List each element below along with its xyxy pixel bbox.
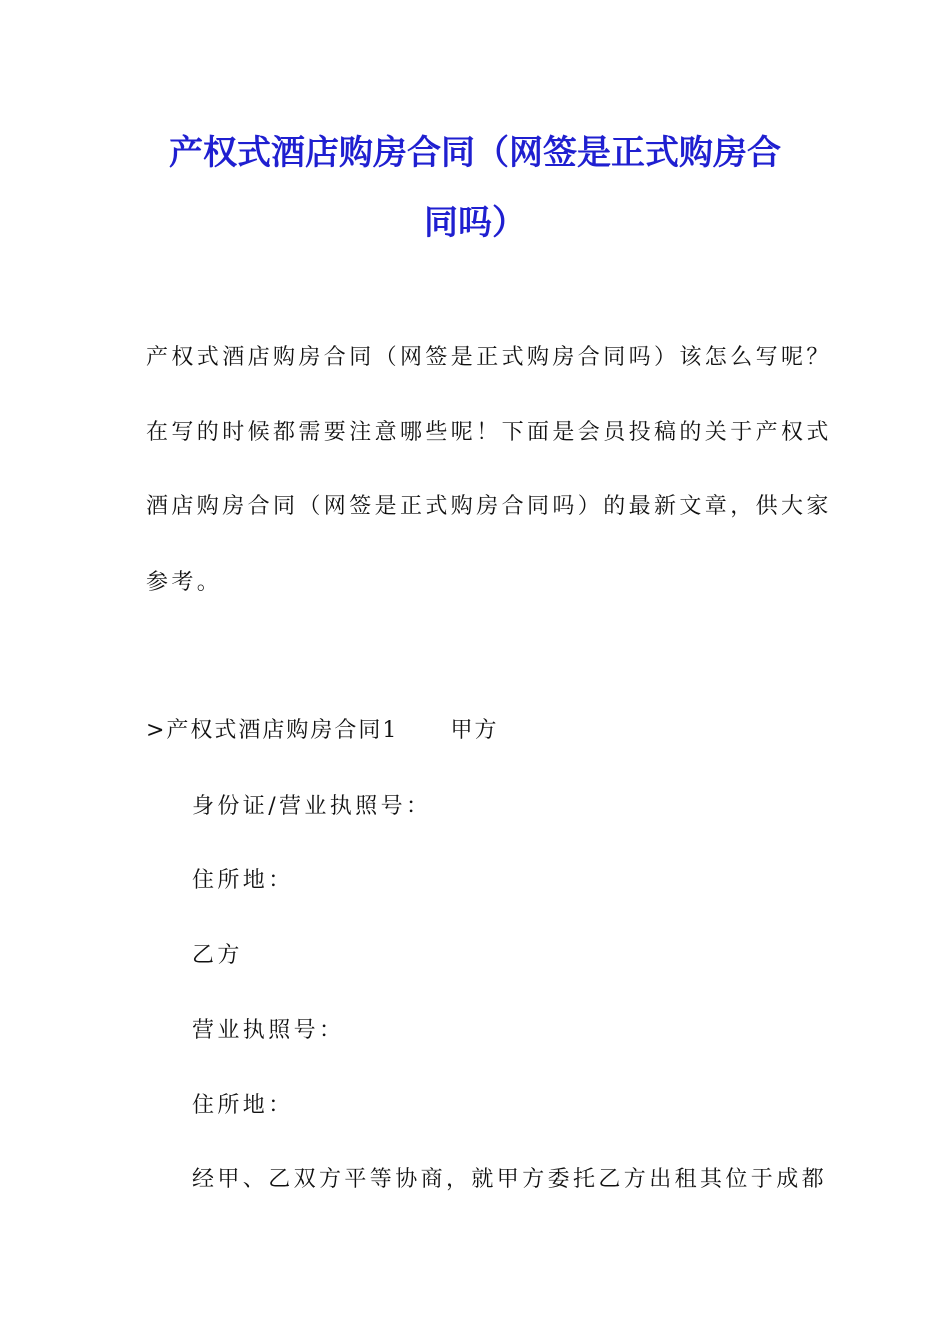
field-id-license: 身份证/营业执照号： [192,794,432,819]
party-b-label: 乙方 [192,943,243,968]
party-a-label: 甲方 [450,718,499,743]
section-heading: >产权式酒店购房合同1 [146,718,399,743]
field-address-a: 住所地： [192,868,294,893]
field-address-b: 住所地： [192,1093,294,1118]
document-title-line-2: 同吗） [424,203,526,243]
agreement-text: 经甲、乙双方平等协商，就甲方委托乙方出租其位于成都 [192,1167,828,1192]
document-title-line-1: 产权式酒店购房合同（网签是正式购房合 [169,133,781,173]
field-license-b: 营业执照号： [192,1018,345,1043]
intro-line-4: 参考。 [146,570,223,595]
intro-line-3: 酒店购房合同（网签是正式购房合同吗）的最新文章，供大家 [146,494,832,519]
intro-line-2: 在写的时候都需要注意哪些呢！下面是会员投稿的关于产权式 [146,420,832,445]
intro-line-1: 产权式酒店购房合同（网签是正式购房合同吗）该怎么写呢？ [146,345,832,370]
section-heading-row [146,720,806,742]
